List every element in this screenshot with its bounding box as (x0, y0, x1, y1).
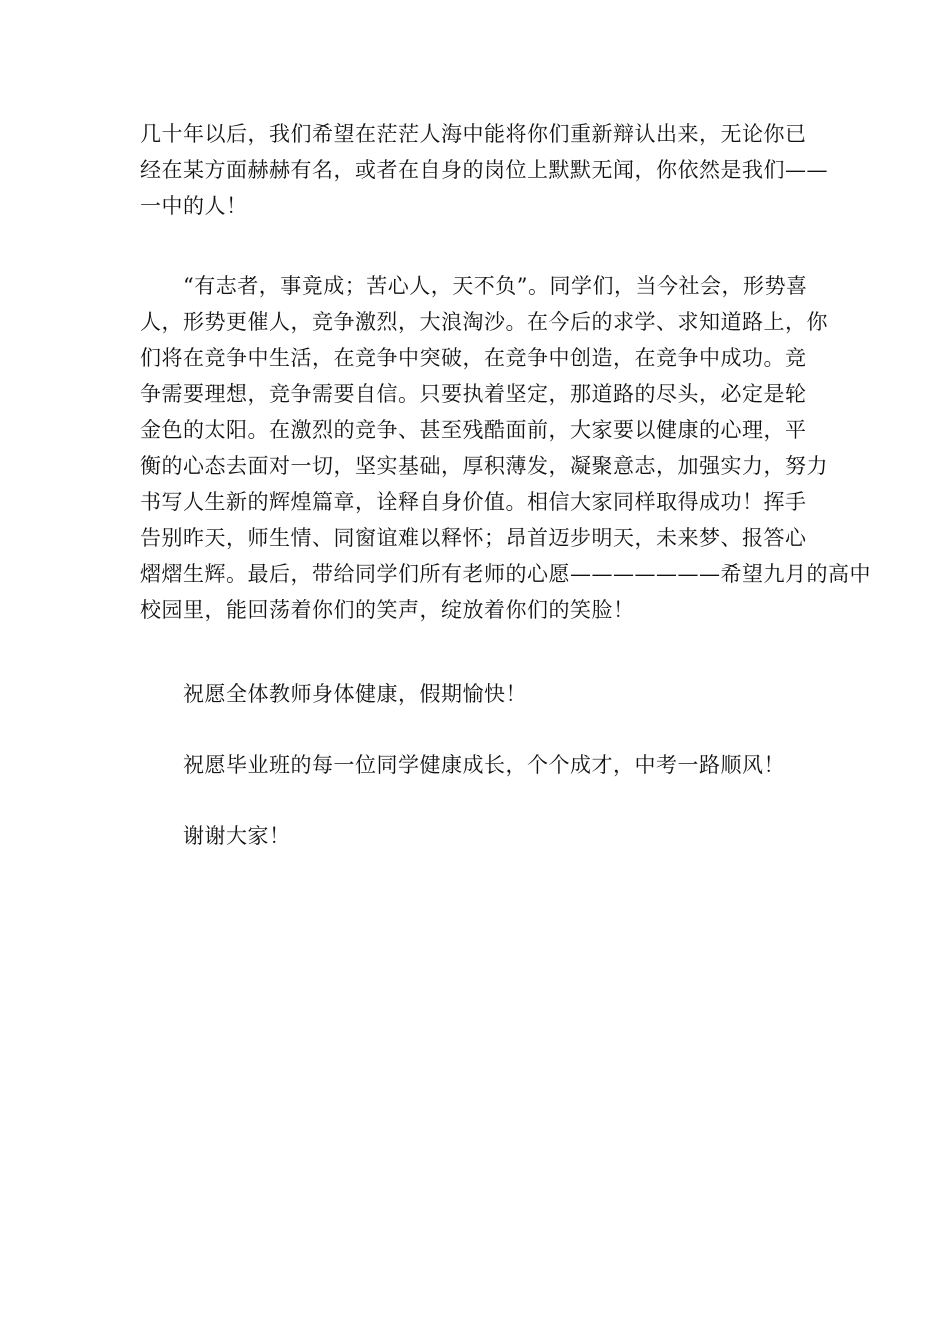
paragraph-thanks (140, 818, 820, 854)
paragraph-competition (140, 268, 871, 628)
text-line: 们将在竞争中生活，在竞争中突破，在竞争中创造，在竞争中成功。竞 (140, 346, 807, 370)
text-line: 校园里，能回荡着你们的笑声，绽放着你们的笑脸！ (140, 598, 635, 622)
paragraph-student-wish (140, 747, 820, 783)
text-line: 祝愿全体教师身体健康，假期愉快！ (140, 682, 527, 706)
text-line: 经在某方面赫赫有名，或者在自身的岗位上默默无闻，你依然是我们—— (140, 158, 828, 182)
paragraph-teacher-wish (140, 676, 820, 712)
text-line: 几十年以后，我们希望在茫茫人海中能将你们重新辩认出来，无论你已 (140, 122, 807, 146)
text-line: 金色的太阳。在激烈的竞争、甚至残酷面前，大家要以健康的心理，平 (140, 418, 807, 442)
text-line: 祝愿毕业班的每一位同学健康成长，个个成才，中考一路顺风！ (140, 753, 785, 777)
text-line: 书写人生新的辉煌篇章，诠释自身价值。相信大家同样取得成功！挥手 (140, 490, 807, 514)
text-line: 衡的心态去面对一切，坚实基础，厚积薄发，凝聚意志，加强实力，努力 (140, 454, 828, 478)
text-line: 争需要理想，竞争需要自信。只要执着坚定，那道路的尽头，必定是轮 (140, 382, 807, 406)
text-line: “有志者，事竟成；苦心人，天不负”。同学们，当今社会，形势喜 (140, 274, 808, 298)
text-line: 一中的人！ (140, 194, 248, 218)
text-line: 熠熠生辉。最后，带给同学们所有老师的心愿———————希望九月的高中 (140, 562, 871, 586)
text-line: 人，形势更催人，竞争激烈，大浪淘沙。在今后的求学、求知道路上，你 (140, 310, 828, 334)
paragraph-closing-wish (140, 116, 828, 224)
text-line: 告别昨天，师生情、同窗谊难以释怀；昂首迈步明天，未来梦、报答心 (140, 526, 807, 550)
text-line: 谢谢大家！ (140, 824, 291, 848)
